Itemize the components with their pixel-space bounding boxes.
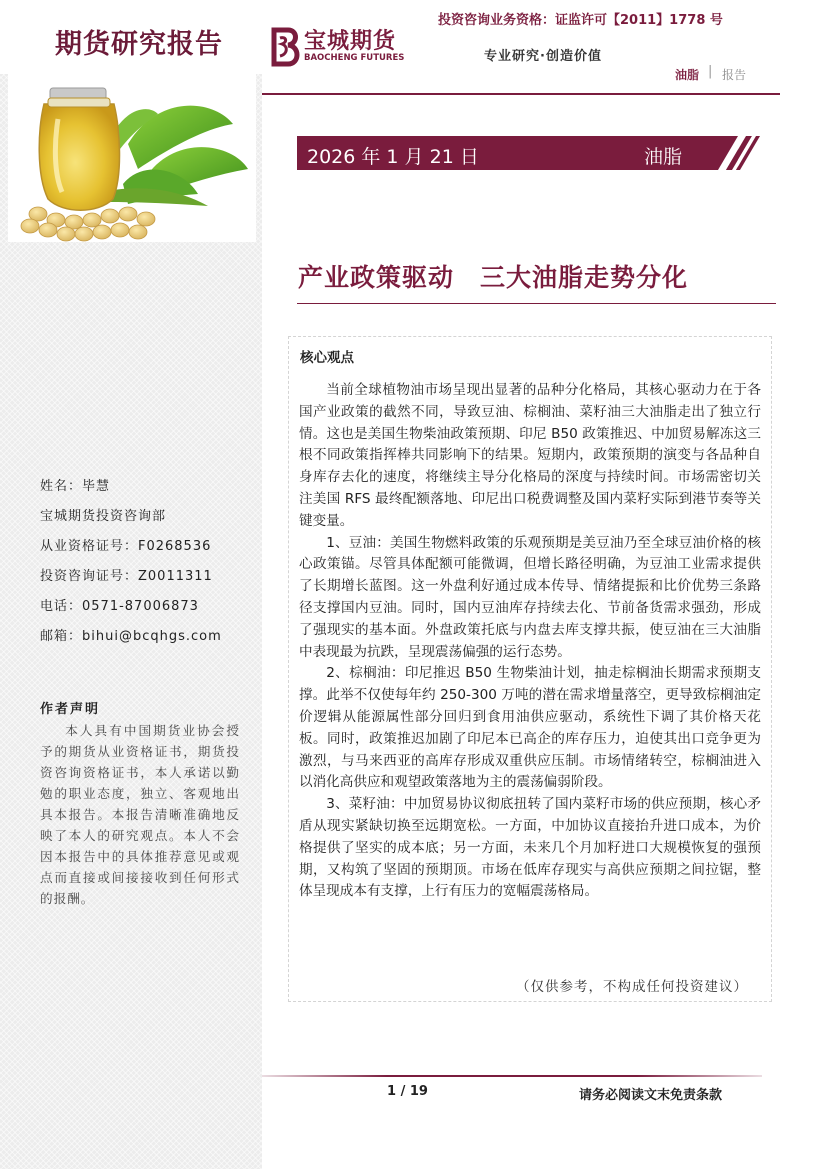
banner-stripes-decoration xyxy=(712,136,760,170)
banner-category: 油脂 xyxy=(644,146,683,168)
logo-text-en: BAOCHENG FUTURES xyxy=(304,53,405,63)
author-phone: 电话：0571-87006873 xyxy=(40,599,199,614)
declaration-title: 作者声明 xyxy=(40,702,101,717)
header-category: 油脂 xyxy=(675,68,700,82)
footer-rule xyxy=(262,1075,762,1077)
header-doc-type: 报告 xyxy=(722,68,747,82)
page-number: 1 / 19 xyxy=(387,1084,428,1099)
author-consult-license: 投资咨询证号：Z0011311 xyxy=(40,569,213,584)
report-date: 2026 年 1 月 21 日 xyxy=(307,146,479,168)
report-type-box xyxy=(0,0,262,74)
disclaimer-note: （仅供参考，不构成任何投资建议） xyxy=(516,979,748,995)
paragraph-soybean-oil: 1、豆油：美国生物燃料政策的乐观预期是美豆油乃至全球豆油价格的核心政策锚。尽管具体配额可能微调，但增长路径明确，为豆油工业需求提供了长期增长蓝图。这一外盘利好通过成本传导、情绪提振和比价优势三条路径支撑国内豆油。同时，国内豆油库存持续去化、节前备货需求强劲，形成了强现实的基本面。外盘政策托底与内盘去库支撑共振，使豆油在三大油脂中表现最为抗跌，呈现震荡偏强的运行态势。 xyxy=(299,534,761,660)
cover-photo-oil-soybeans xyxy=(8,74,256,242)
slogan: 专业研究·创造价值 xyxy=(484,49,602,64)
declaration-text: 本人具有中国期货业协会授予的期货从业资格证书，期货投资咨询资格证书，本人承诺以勤勉的职业态度，独立、客观地出具本报告。本报告清晰准确地反映了本人的研究观点。本人不会因本报告中的具体推荐意见或观点而直接或间接接收到任何形式的报酬。 xyxy=(40,723,240,906)
title-rule xyxy=(297,303,776,304)
author-email[interactable]: 邮箱：bihui@bcqhgs.com xyxy=(40,629,222,644)
logo-text-cn: 宝城期货 xyxy=(304,29,397,54)
header-rule xyxy=(262,93,780,95)
author-license: 从业资格证号：F0268536 xyxy=(40,539,212,554)
paragraph-rapeseed-oil: 3、菜籽油：中加贸易协议彻底扭转了国内菜籽市场的供应预期，核心矛盾从现实紧缺切换至远期宽松。一方面，中加协议直接抬升进口成本，为价格提供了坚实的成本底；另一方面，未来几个月加籽进口大规模恢复的强预期，又构筑了坚固的预期顶。市场在低库存现实与高供应预期之间拉锯，整体呈现成本有支撑，上行有压力的宽幅震荡格局。 xyxy=(299,796,761,900)
report-type-label: 期货研究报告 xyxy=(55,29,223,60)
author-name: 姓名：毕慧 xyxy=(40,479,111,494)
core-view-body xyxy=(299,380,761,903)
report-title: 产业政策驱动 三大油脂走势分化 xyxy=(298,263,689,292)
license-statement: 投资咨询业务资格：证监许可【2011】1778 号 xyxy=(438,13,723,28)
footer-disclaimer-link[interactable]: 请务必阅读文末免责条款 xyxy=(579,1088,723,1103)
core-view-heading: 核心观点 xyxy=(300,350,354,366)
baocheng-logo-icon xyxy=(270,26,302,68)
oil-jar-soybean-illustration xyxy=(8,74,256,242)
paragraph-palm-oil: 2、棕榈油：印尼推迟 B50 生物柴油计划，抽走棕榈油长期需求预期支撑。此举不仅使每年约 250-300 万吨的潜在需求增量落空，更导致棕榈油定价逻辑从能源属性部分回归到食用油供应驱动，系统性下调了其价格天花板。同时，政策推迟加剧了印尼本已高企的库存压力，迫使其出口竞争更为激烈，与马来西亚的高库存形成双重供应压制。市场情绪转空，棕榈油进入以消化高供应和观望政策落地为主的震荡偏弱阶段。 xyxy=(299,665,761,791)
paragraph-overview: 当前全球植物油市场呈现出显著的品种分化格局，其核心驱动力在于各国产业政策的截然不同，导致豆油、棕榈油、菜籽油三大油脂走出了独立行情。这也是美国生物柴油政策预期、印尼 B50 政策推迟、中加贸易解冻这三根不同政策指挥棒共同影响下的结果。短期内，政策预期的演变与各品种自身库存去化的速度，将继续主导分化格局的深度与持续时间。市场需密切关注美国 RFS 最终配额落地、印尼出口税费调整及国内菜籽实际到港节奏等关键变量。 xyxy=(299,382,761,529)
author-dept: 宝城期货投资咨询部 xyxy=(40,509,167,524)
header-separator: | xyxy=(708,64,713,79)
